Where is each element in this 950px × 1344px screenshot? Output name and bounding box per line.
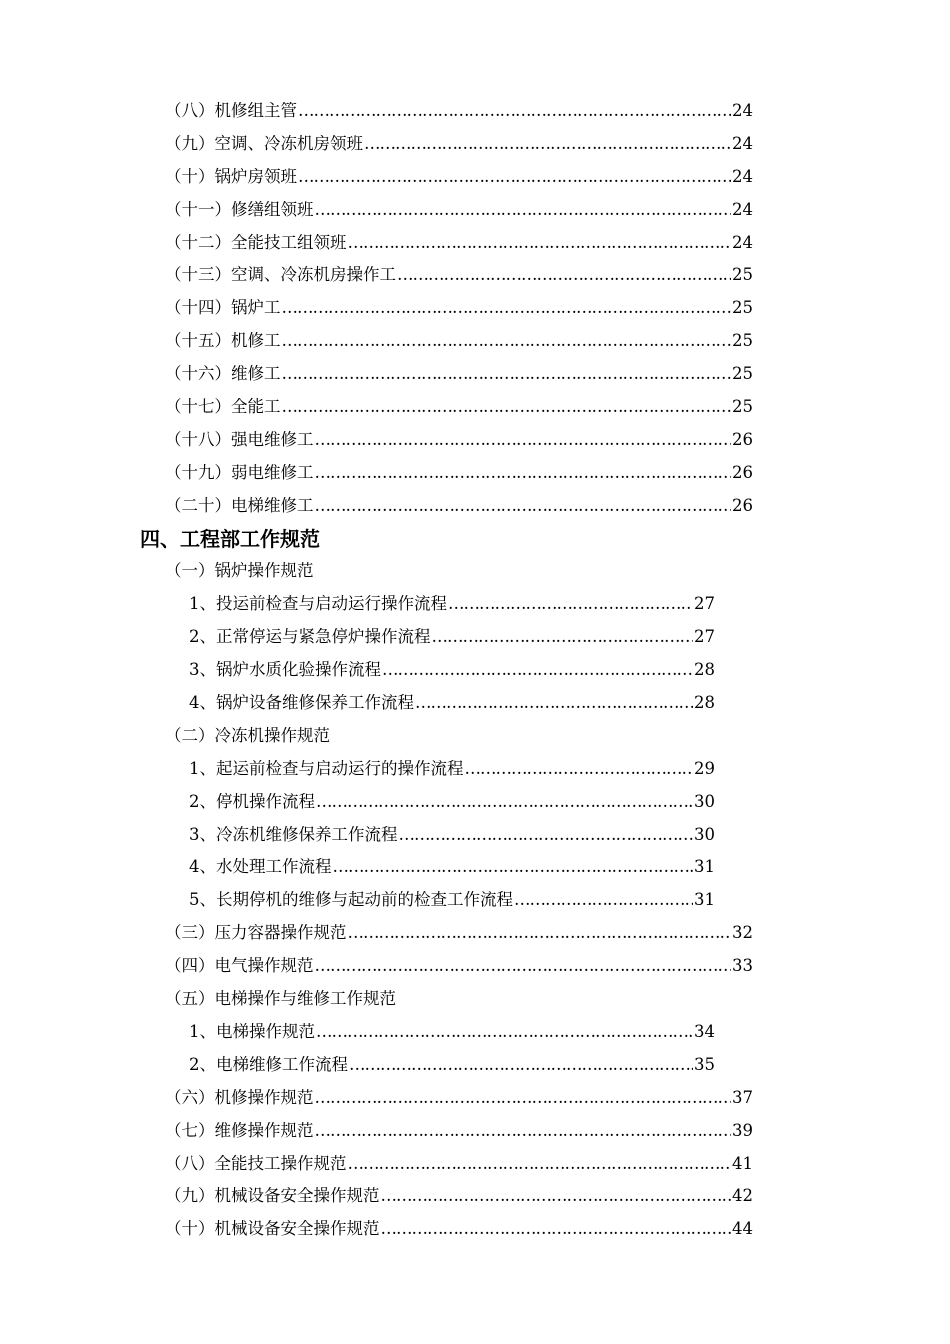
toc-entry-line (165, 194, 753, 227)
toc-entry (0, 786, 950, 819)
toc-entry-label: （十三）空调、冷冻机房操作工 (165, 265, 396, 285)
toc-entry-label: （十八）强电维修工 (165, 429, 314, 449)
toc-entry-line (165, 227, 753, 260)
toc-entry (0, 457, 950, 490)
toc-entry-label: 4、水处理工作流程 (189, 857, 332, 877)
toc-entry-line (165, 391, 753, 424)
toc-entry (0, 227, 950, 260)
toc-entry-label: （五）电梯操作与维修工作规范 (165, 989, 396, 1009)
toc-entry (0, 325, 950, 358)
table-of-contents (0, 95, 950, 1246)
toc-leader-dots (348, 917, 732, 950)
toc-entry-line (189, 687, 715, 720)
toc-page-number: 26 (732, 429, 753, 449)
toc-page-number: 25 (732, 265, 753, 285)
toc-page-number: 27 (694, 627, 715, 647)
toc-page-number: 37 (732, 1087, 753, 1107)
toc-page-number: 24 (732, 101, 753, 120)
toc-leader-dots (282, 292, 732, 325)
toc-leader-dots (315, 490, 732, 523)
toc-entry (0, 424, 950, 457)
toc-entry (0, 1115, 950, 1148)
toc-entry-label: （八）机修组主管 (165, 101, 297, 120)
toc-leader-dots (333, 851, 694, 884)
toc-entry-line (189, 753, 715, 786)
toc-entry (0, 851, 950, 884)
toc-entry (0, 588, 950, 621)
toc-entry (0, 391, 950, 424)
toc-entry-label: （八）全能技工操作规范 (165, 1153, 347, 1173)
toc-entry-line (165, 358, 753, 391)
toc-entry-label: （六）机修操作规范 (165, 1087, 314, 1107)
toc-entry-label: 3、锅炉水质化验操作流程 (189, 660, 381, 680)
toc-entry-line (165, 1082, 753, 1115)
toc-leader-dots (514, 884, 693, 917)
toc-entry-line (165, 950, 753, 983)
toc-entry-line (165, 1213, 753, 1246)
toc-entry-label: （七）维修操作规范 (165, 1120, 314, 1140)
toc-entry (0, 1213, 950, 1246)
toc-leader-dots (315, 1115, 732, 1148)
toc-entry-line (189, 884, 715, 917)
toc-entry (0, 292, 950, 325)
toc-entry-line (189, 588, 715, 621)
toc-leader-dots (298, 161, 731, 194)
toc-entry-line (165, 292, 753, 325)
toc-entry-line (189, 654, 715, 687)
toc-leader-dots (381, 1213, 732, 1246)
toc-entry-line (189, 851, 715, 884)
toc-entry-label: 2、电梯维修工作流程 (189, 1054, 348, 1074)
toc-page-number: 25 (732, 331, 753, 351)
toc-entry (0, 128, 950, 161)
toc-page-number: 44 (732, 1219, 753, 1239)
toc-page-number: 31 (694, 857, 715, 877)
toc-entry-label: （十七）全能工 (165, 397, 281, 417)
toc-entry (0, 555, 950, 588)
toc-entry-label: 2、正常停运与紧急停炉操作流程 (189, 627, 431, 647)
toc-entry-label: （二十）电梯维修工 (165, 495, 314, 515)
toc-entry (0, 917, 950, 950)
toc-entry-line (165, 490, 753, 523)
toc-page-number: 25 (732, 298, 753, 318)
toc-entry-label: （三）压力容器操作规范 (165, 923, 347, 943)
toc-entry-label: （九）空调、冷冻机房领班 (165, 133, 363, 153)
toc-entry-label: （十六）维修工 (165, 364, 281, 384)
toc-entry (0, 1016, 950, 1049)
toc-page-number: 24 (732, 199, 753, 219)
toc-leader-dots (282, 391, 732, 424)
toc-page-number: 33 (732, 956, 753, 976)
toc-entry (0, 687, 950, 720)
toc-leader-dots (315, 194, 732, 227)
toc-entry-label: 1、起运前检查与启动运行的操作流程 (189, 758, 464, 778)
toc-page-number: 42 (732, 1186, 753, 1206)
toc-entry-label: （十）机械设备安全操作规范 (165, 1219, 380, 1239)
toc-entry-line (165, 161, 753, 194)
toc-entry-label: 2、停机操作流程 (189, 791, 315, 811)
toc-leader-dots (316, 1016, 693, 1049)
toc-entry (0, 654, 950, 687)
toc-page-number: 31 (694, 890, 715, 910)
toc-entry-line (165, 1115, 753, 1148)
toc-entry-label: 4、锅炉设备维修保养工作流程 (189, 693, 414, 713)
toc-leader-dots (348, 1148, 732, 1181)
toc-leader-dots (381, 1180, 732, 1213)
toc-page-number: 28 (694, 693, 715, 713)
toc-leader-dots (397, 259, 731, 292)
toc-entry-label: 1、投运前检查与启动运行操作流程 (189, 594, 447, 614)
toc-entry-label: 1、电梯操作规范 (189, 1021, 315, 1041)
toc-entry (0, 194, 950, 227)
toc-page-number: 35 (694, 1054, 715, 1074)
toc-leader-dots (448, 588, 693, 621)
toc-leader-dots (282, 358, 732, 391)
toc-entry (0, 358, 950, 391)
toc-entry-line (165, 457, 753, 490)
toc-entry (0, 95, 950, 128)
toc-page-number: 30 (694, 824, 715, 844)
toc-entry-label: （十九）弱电维修工 (165, 462, 314, 482)
toc-page-number: 26 (732, 495, 753, 515)
toc-entry (0, 1148, 950, 1181)
toc-page-number: 26 (732, 462, 753, 482)
toc-leader-dots (348, 227, 732, 260)
toc-entry-line (189, 786, 715, 819)
toc-leader-dots (382, 654, 693, 687)
toc-page-number: 24 (732, 133, 753, 153)
toc-leader-dots (315, 950, 732, 983)
toc-leader-dots (315, 457, 732, 490)
toc-page-number: 25 (732, 364, 753, 384)
toc-entry (0, 720, 950, 753)
toc-entry-label: （二）冷冻机操作规范 (165, 725, 330, 745)
toc-entry (0, 161, 950, 194)
toc-page-number: 34 (694, 1021, 715, 1041)
toc-page-number: 28 (694, 660, 715, 680)
toc-entry-line (189, 819, 715, 852)
toc-entry-label: （十二）全能技工组领班 (165, 232, 347, 252)
toc-page-number: 41 (732, 1153, 753, 1173)
toc-leader-dots (432, 621, 694, 654)
toc-entry (0, 950, 950, 983)
toc-page-number: 27 (694, 594, 715, 614)
toc-leader-dots (282, 325, 732, 358)
toc-entry (0, 259, 950, 292)
toc-leader-dots (315, 424, 732, 457)
toc-leader-dots (465, 753, 694, 786)
toc-entry-label: （四）电气操作规范 (165, 956, 314, 976)
toc-leader-dots (349, 1049, 693, 1082)
toc-entry (0, 1049, 950, 1082)
toc-page-number: 29 (694, 758, 715, 778)
toc-leader-dots (415, 687, 693, 720)
toc-entry-line (165, 1148, 753, 1181)
toc-entry-label: （十五）机修工 (165, 331, 281, 351)
toc-entry (0, 753, 950, 786)
toc-entry-line (165, 424, 753, 457)
toc-entry (0, 819, 950, 852)
toc-leader-dots (298, 95, 731, 128)
toc-page-number: 32 (732, 923, 753, 943)
toc-entry-line (189, 621, 715, 654)
toc-entry-line (189, 1016, 715, 1049)
toc-entry-line (165, 95, 753, 128)
toc-entry (0, 621, 950, 654)
toc-entry-label: （十一）修缮组领班 (165, 199, 314, 219)
toc-entry-line (165, 1180, 753, 1213)
toc-entry-line (165, 325, 753, 358)
toc-entry (0, 983, 950, 1016)
toc-entry-line (189, 1049, 715, 1082)
toc-entry-line (165, 917, 753, 950)
toc-entry-line (165, 259, 753, 292)
toc-entry-label: （一）锅炉操作规范 (165, 561, 314, 581)
toc-leader-dots (399, 819, 694, 852)
toc-page-number: 24 (732, 232, 753, 252)
toc-page-number: 24 (732, 166, 753, 186)
toc-page-number: 30 (694, 791, 715, 811)
toc-heading-label: 四、工程部工作规范 (140, 526, 320, 551)
toc-section-heading (0, 523, 950, 556)
toc-leader-dots (316, 786, 693, 819)
toc-page-number: 39 (732, 1120, 753, 1140)
toc-entry-label: 5、长期停机的维修与起动前的检查工作流程 (189, 890, 513, 910)
toc-entry (0, 1082, 950, 1115)
toc-entry (0, 1180, 950, 1213)
toc-leader-dots (315, 1082, 732, 1115)
toc-page-number: 25 (732, 397, 753, 417)
toc-entry-label: 3、冷冻机维修保养工作流程 (189, 824, 398, 844)
toc-entry-label: （九）机械设备安全操作规范 (165, 1186, 380, 1206)
toc-entry-label: （十四）锅炉工 (165, 298, 281, 318)
toc-entry-label: （十）锅炉房领班 (165, 166, 297, 186)
toc-leader-dots (364, 128, 731, 161)
toc-entry (0, 884, 950, 917)
toc-entry-line (165, 128, 753, 161)
toc-entry (0, 490, 950, 523)
